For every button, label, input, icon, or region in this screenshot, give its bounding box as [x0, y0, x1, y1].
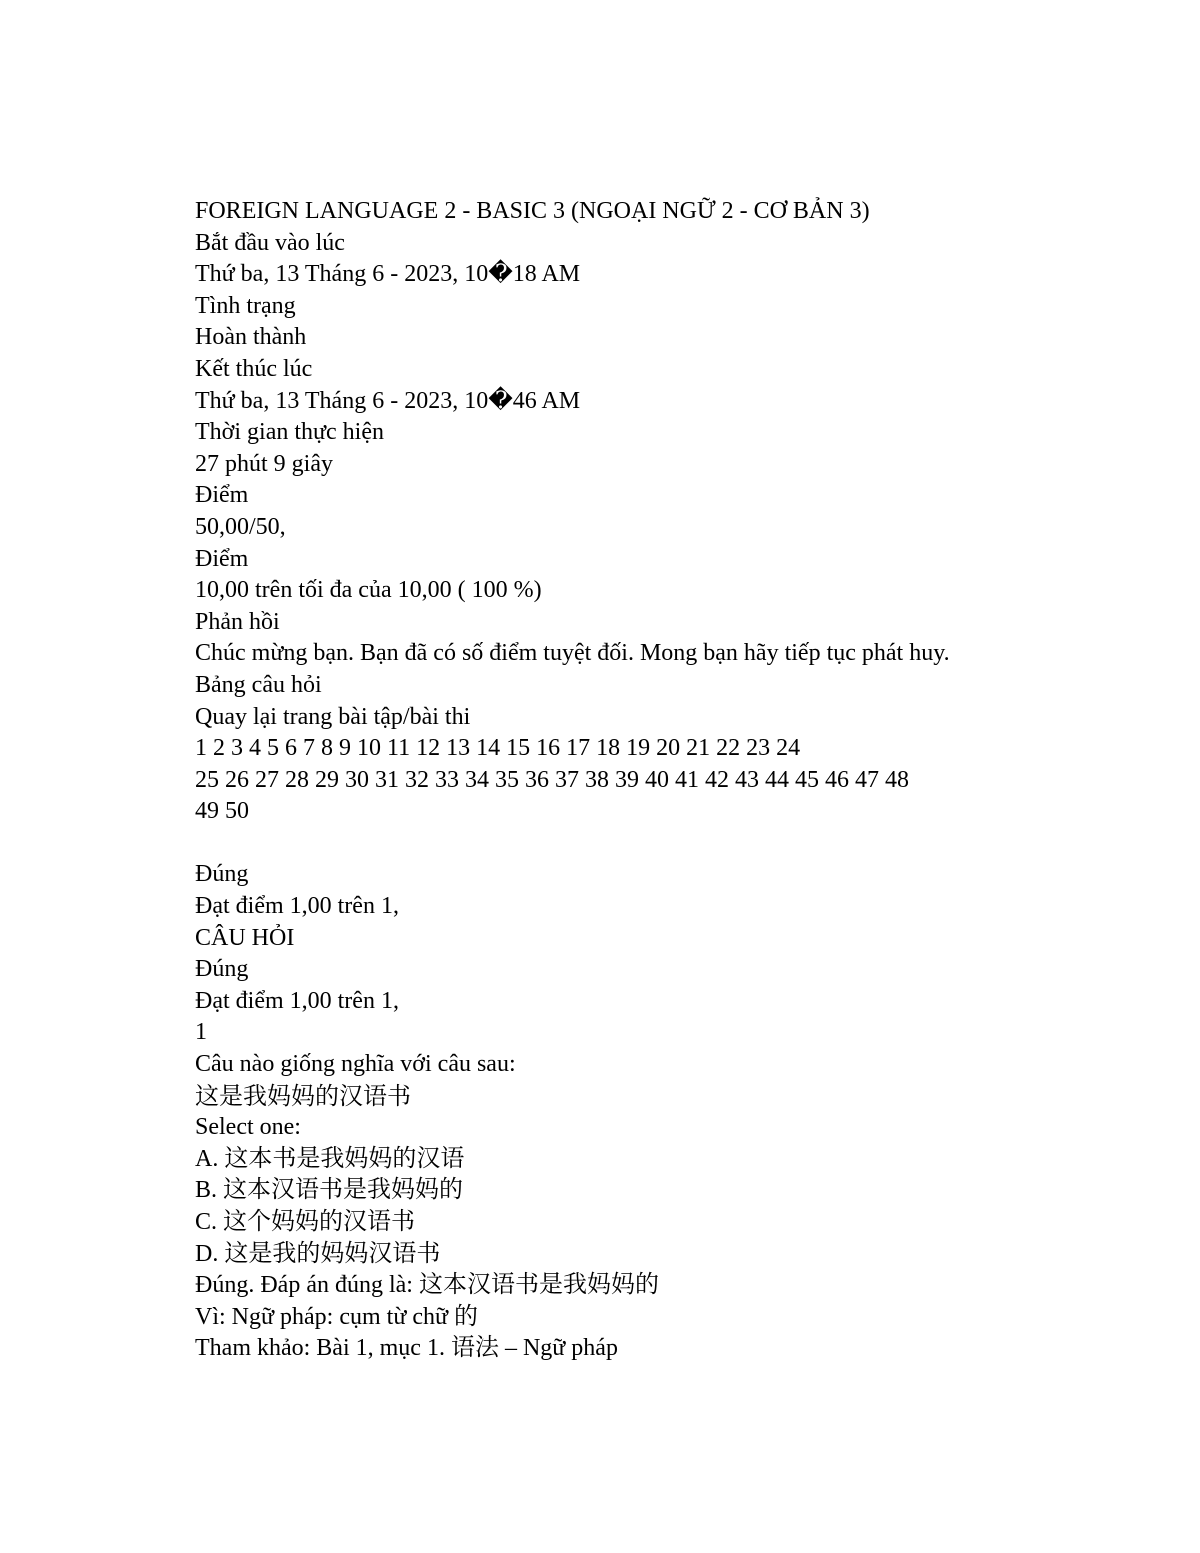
spacer — [195, 828, 1115, 860]
marks-label: Điểm — [195, 482, 249, 509]
question-nav-row[interactable]: 25 26 27 28 29 30 31 32 33 34 35 36 37 38 39 40 41 42 43 44 45 46 47 48 — [195, 766, 909, 793]
question-nav-row[interactable]: 1 2 3 4 5 6 7 8 9 10 11 12 13 14 15 16 17 18 19 20 21 22 23 24 — [195, 735, 801, 762]
grade-label: Điểm — [195, 545, 249, 572]
end-label: Kết thúc lúc — [195, 355, 313, 382]
question-prompt: Câu nào giống nghĩa với câu sau: — [195, 1051, 516, 1078]
question-sentence: 这是我妈妈的汉语书 — [195, 1081, 411, 1110]
answer-option[interactable]: B. 这本汉语书是我妈妈的 — [195, 1177, 470, 1204]
document-page — [195, 196, 1115, 1365]
back-to-quiz-link[interactable]: Quay lại trang bài tập/bài thi — [195, 703, 471, 730]
section-heading: CÂU HỎI — [195, 924, 295, 951]
start-value: Thứ ba, 13 Tháng 6 - 2023, 10�18 AM — [195, 261, 581, 288]
explanation-text: Vì: Ngữ pháp: cụm từ chữ 的 — [195, 1303, 478, 1330]
grade-value: 10,00 trên tối đa của 10,00 ( 100 %) — [195, 577, 542, 604]
answer-option[interactable]: D. 这是我的妈妈汉语书 — [195, 1240, 441, 1267]
marks-value: 50,00/50, — [195, 513, 286, 540]
info-status: Đúng — [195, 861, 249, 888]
status-value: Hoàn thành — [195, 324, 307, 351]
question-number: 1 — [195, 1019, 207, 1046]
feedback-label: Phản hồi — [195, 608, 280, 635]
answer-option[interactable]: C. 这个妈妈的汉语书 — [195, 1209, 416, 1235]
start-label: Bắt đầu vào lúc — [195, 229, 345, 256]
end-value: Thứ ba, 13 Tháng 6 - 2023, 10�46 AM — [195, 387, 581, 414]
status-label: Tình trạng — [195, 292, 296, 319]
reference-text: Tham khảo: Bài 1, mục 1. 语法 – Ngữ pháp — [195, 1335, 618, 1362]
correct-answer-text: Đúng. Đáp án đúng là: 这本汉语书是我妈妈的 — [195, 1272, 659, 1299]
duration-label: Thời gian thực hiện — [195, 419, 384, 446]
question-status: Đúng — [195, 956, 249, 983]
quiz-navigation-title: Bảng câu hỏi — [195, 671, 322, 698]
page-title: FOREIGN LANGUAGE 2 - BASIC 3 (NGOẠI NGỮ 2 - CƠ BẢN 3) — [195, 198, 870, 224]
duration-value: 27 phút 9 giây — [195, 450, 333, 477]
info-mark: Đạt điểm 1,00 trên 1, — [195, 893, 399, 920]
answer-option[interactable]: A. 这本书是我妈妈的汉语 — [195, 1145, 465, 1172]
question-nav-row[interactable]: 49 50 — [195, 798, 249, 825]
select-one-label: Select one: — [195, 1114, 301, 1141]
feedback-value: Chúc mừng bạn. Bạn đã có số điểm tuyệt đối. Mong bạn hãy tiếp tục phát huy. — [195, 640, 950, 667]
question-mark: Đạt điểm 1,00 trên 1, — [195, 987, 399, 1014]
